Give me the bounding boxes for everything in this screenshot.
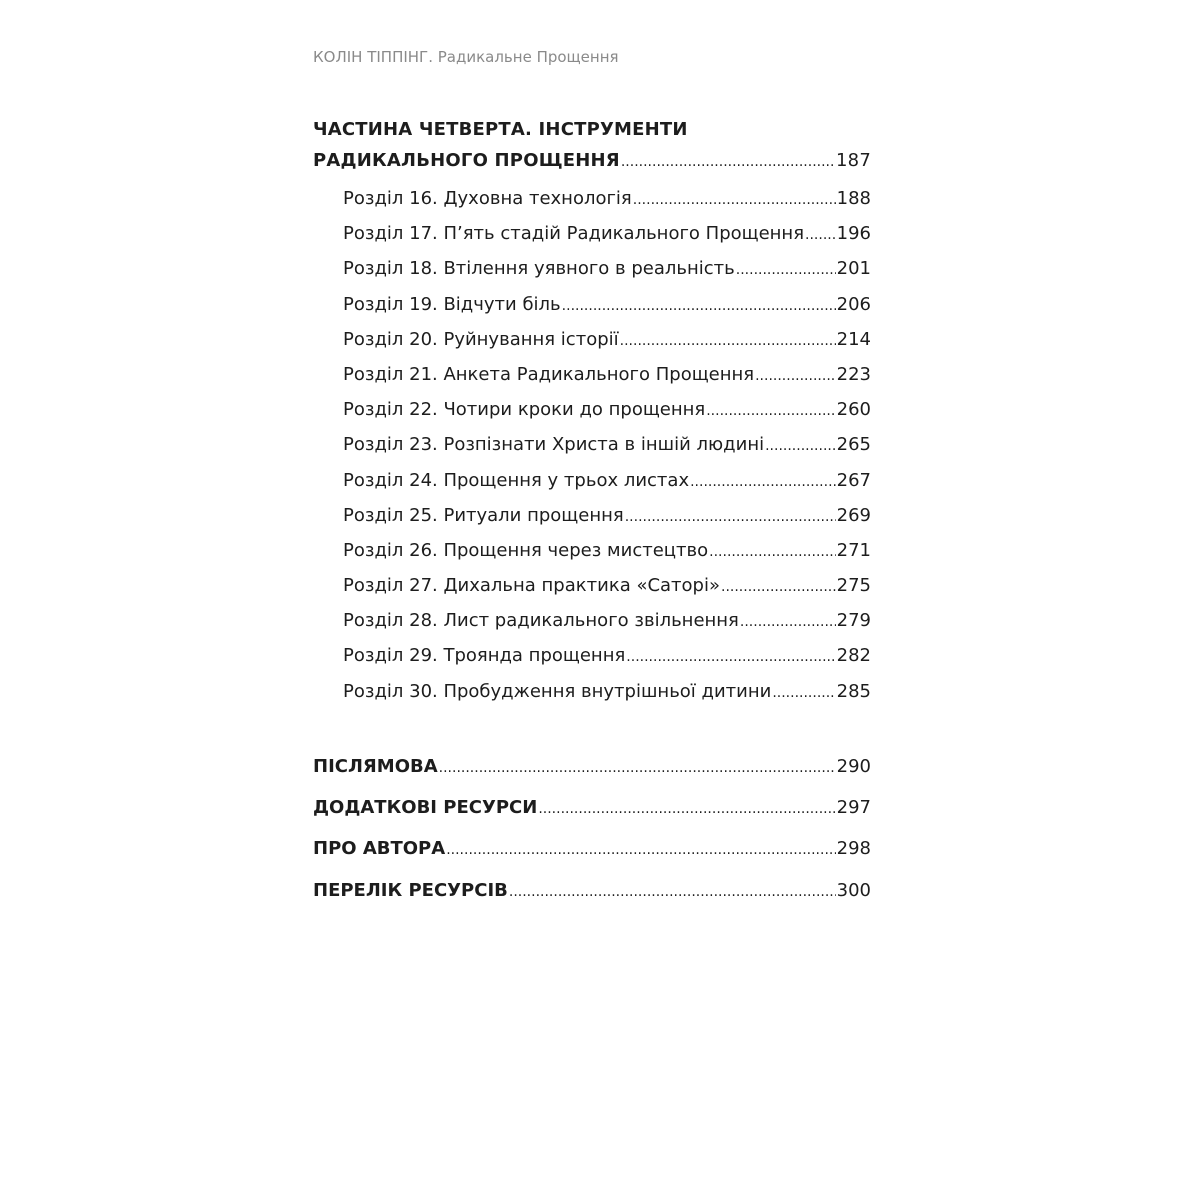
back-matter-page-number: 300	[836, 879, 871, 901]
chapter-page-number: 196	[836, 223, 871, 245]
chapter-title: Розділ 19. Відчути біль	[343, 293, 561, 315]
back-matter-entry	[313, 828, 871, 869]
chapter-title: Розділ 23. Розпізнати Христа в іншій людині	[343, 434, 765, 456]
chapter-page-number: 279	[836, 610, 871, 632]
dot-leader	[755, 359, 836, 394]
dot-leader	[439, 748, 836, 789]
chapter-entry	[343, 427, 871, 462]
back-matter-entry	[313, 870, 871, 911]
dot-leader	[721, 570, 836, 605]
part-entry	[313, 146, 871, 176]
chapter-page-number: 206	[836, 293, 871, 315]
dot-leader	[765, 429, 836, 464]
back-matter-entry	[313, 746, 871, 787]
dot-leader	[621, 147, 835, 177]
dot-leader	[736, 253, 836, 288]
chapter-page-number: 223	[836, 363, 871, 385]
dot-leader	[562, 289, 836, 324]
chapter-entry	[343, 533, 871, 568]
chapter-entry	[343, 216, 871, 251]
chapter-list	[343, 181, 871, 709]
chapter-page-number: 265	[836, 434, 871, 456]
chapter-page-number: 260	[836, 399, 871, 421]
chapter-title: Розділ 21. Анкета Радикального Прощення	[343, 363, 755, 385]
chapter-title: Розділ 28. Лист радикального звільнення	[343, 610, 739, 632]
chapter-entry	[343, 322, 871, 357]
chapter-page-number: 285	[836, 680, 871, 702]
dot-leader	[690, 465, 836, 500]
chapter-entry	[343, 674, 871, 709]
dot-leader	[620, 324, 836, 359]
back-matter-list	[313, 746, 871, 911]
back-matter-title: ПРО АВТОРА	[313, 838, 446, 860]
back-matter-title: ПЕРЕЛІК РЕСУРСІВ	[313, 879, 508, 901]
dot-leader	[709, 535, 835, 570]
chapter-page-number: 282	[836, 645, 871, 667]
dot-leader	[626, 640, 835, 675]
chapter-entry	[343, 392, 871, 427]
dot-leader	[625, 500, 836, 535]
table-of-contents	[313, 114, 871, 911]
chapter-title: Розділ 26. Прощення через мистецтво	[343, 539, 709, 561]
chapter-page-number: 269	[836, 504, 871, 526]
chapter-title: Розділ 16. Духовна технологія	[343, 188, 632, 209]
chapter-page-number: 188	[836, 188, 871, 209]
chapter-entry	[343, 463, 871, 498]
dot-leader	[509, 872, 836, 913]
chapter-entry	[343, 603, 871, 638]
part-title-line1: ЧАСТИНА ЧЕТВЕРТА. ІНСТРУМЕНТИ	[313, 119, 688, 140]
part-page-number: 187	[836, 150, 871, 171]
chapter-entry	[343, 568, 871, 603]
part-title-line2: РАДИКАЛЬНОГО ПРОЩЕННЯ	[313, 150, 620, 171]
dot-leader	[805, 218, 836, 253]
back-matter-page-number: 297	[836, 797, 871, 819]
chapter-page-number: 214	[836, 328, 871, 350]
chapter-entry	[343, 498, 871, 533]
chapter-title: Розділ 24. Прощення у трьох листах	[343, 469, 690, 491]
chapter-title: Розділ 30. Пробудження внутрішньої дитини	[343, 680, 772, 702]
chapter-entry	[343, 357, 871, 392]
chapter-page-number: 275	[836, 575, 871, 597]
chapter-page-number: 267	[836, 469, 871, 491]
running-head: КОЛІН ТІППІНГ. Радикальне Прощення	[313, 48, 619, 66]
dot-leader	[538, 789, 835, 830]
chapter-entry	[343, 287, 871, 322]
chapter-entry	[343, 638, 871, 673]
chapter-title: Розділ 27. Дихальна практика «Саторі»	[343, 575, 720, 597]
dot-leader	[633, 183, 836, 218]
chapter-title: Розділ 20. Руйнування історії	[343, 328, 619, 350]
back-matter-title: ДОДАТКОВІ РЕСУРСИ	[313, 797, 538, 819]
dot-leader	[740, 605, 836, 640]
chapter-title: Розділ 18. Втілення уявного в реальність	[343, 258, 735, 280]
dot-leader	[446, 830, 835, 871]
chapter-title: Розділ 29. Троянда прощення	[343, 645, 626, 667]
back-matter-page-number: 290	[836, 755, 871, 777]
chapter-title: Розділ 25. Ритуали прощення	[343, 504, 624, 526]
chapter-entry	[343, 181, 871, 216]
chapter-title: Розділ 17. П’ять стадій Радикального Прощення	[343, 223, 805, 245]
chapter-page-number: 201	[836, 258, 871, 280]
chapter-page-number: 271	[836, 539, 871, 561]
dot-leader	[772, 676, 835, 711]
back-matter-entry	[313, 787, 871, 828]
back-matter-title: ПІСЛЯМОВА	[313, 755, 438, 777]
chapter-entry	[343, 251, 871, 286]
dot-leader	[706, 394, 835, 429]
back-matter-page-number: 298	[836, 838, 871, 860]
chapter-title: Розділ 22. Чотири кроки до прощення	[343, 399, 706, 421]
